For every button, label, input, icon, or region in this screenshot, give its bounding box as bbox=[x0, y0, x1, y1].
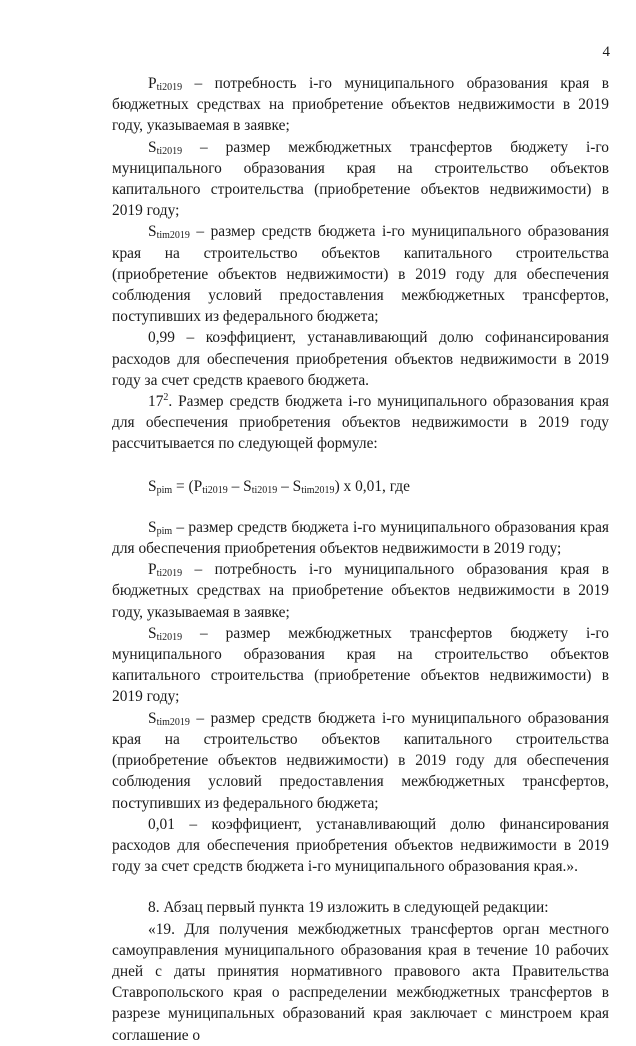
definition-s-ti2019-2: $S_{ti2019}$ – размер межбюджетных трансфертов бюджету i-го муниципального образования края на строительство объектов капитального строительства (приобретение объектов недвижимости) в 2019 году; bbox=[112, 624, 609, 706]
definition-p-ti2019: $P_{ti2019}$ – потребность i-го муниципального образования края в бюджетных средствах на приобретение объектов недвижимости в 2019 году, указываемая в заявке; bbox=[112, 75, 609, 135]
definition-s-tim2019-2: $S_{tim2019}$ – размер средств бюджета i-го муниципального образования края на строительство объектов капитального строительства (приобретение объектов недвижимости) в 2019 году для обеспечения соблюдения условий предоставления межбюджетных трансфертов, поступивших из федерального бюджета; bbox=[112, 709, 609, 812]
paragraph-gap bbox=[112, 877, 609, 897]
coefficient-001: 0,01 – коэффициент, устанавливающий долю финансирования расходов для обеспечения приобретения объектов недвижимости в 2019 году за счет средств бюджета i-го муниципального образования края.». bbox=[112, 815, 609, 876]
definition-s-pim: $S_{pim}$ – размер средств бюджета i-го муниципального образования края для обеспечения приобретения объектов недвижимости в 2019 году; bbox=[112, 518, 609, 558]
definition-p-ti2019-2: $P_{ti2019}$ – потребность i-го муниципального образования края в бюджетных средствах на приобретение объектов недвижимости в 2019 году, указываемая в заявке; bbox=[112, 561, 609, 621]
definition-s-ti2019: $S_{ti2019}$ – размер межбюджетных трансфертов бюджету i-го муниципального образования края на строительство объектов капитального строительства (приобретение объектов недвижимости) в 2019 году; bbox=[112, 138, 609, 220]
clause-17-2: $17^2$. Размер средств бюджета i-го муниципального образования края для обеспечения приобретения объектов недвижимости в 2019 году рассчитывается по следующей формуле: bbox=[112, 392, 609, 453]
definition-s-tim2019: $S_{tim2019}$ – размер средств бюджета i-го муниципального образования края на строительство объектов капитального строительства (приобретение объектов недвижимости) в 2019 году для обеспечения соблюдения условий предоставления межбюджетных трансфертов, поступивших из федерального бюджета; bbox=[112, 223, 609, 326]
clause-19: «19. Для получения межбюджетных трансфертов орган местного самоуправления муниципального образования края в течение 10 рабочих дней с даты принятия нормативного правового акта Правительства Ставропольского края о распределении межбюджетных трансфертов в разрезе муниципальных образований края заключает с минстроем края соглашение о bbox=[112, 920, 609, 1044]
amendment-8: 8. Абзац первый пункта 19 изложить в следующей редакции: bbox=[148, 899, 549, 917]
formula: $S_{pim} = (P_{ti2019} - S_{ti2019} - S_{tim2019})$ x 0,01, где bbox=[148, 477, 410, 496]
coefficient-099: 0,99 – коэффициент, устанавливающий долю софинансирования расходов для обеспечения приобретения объектов недвижимости в 2019 году за счет средств краевого бюджета. bbox=[112, 329, 609, 389]
document-body bbox=[112, 73, 609, 1046]
page-number: 4 bbox=[602, 44, 610, 60]
